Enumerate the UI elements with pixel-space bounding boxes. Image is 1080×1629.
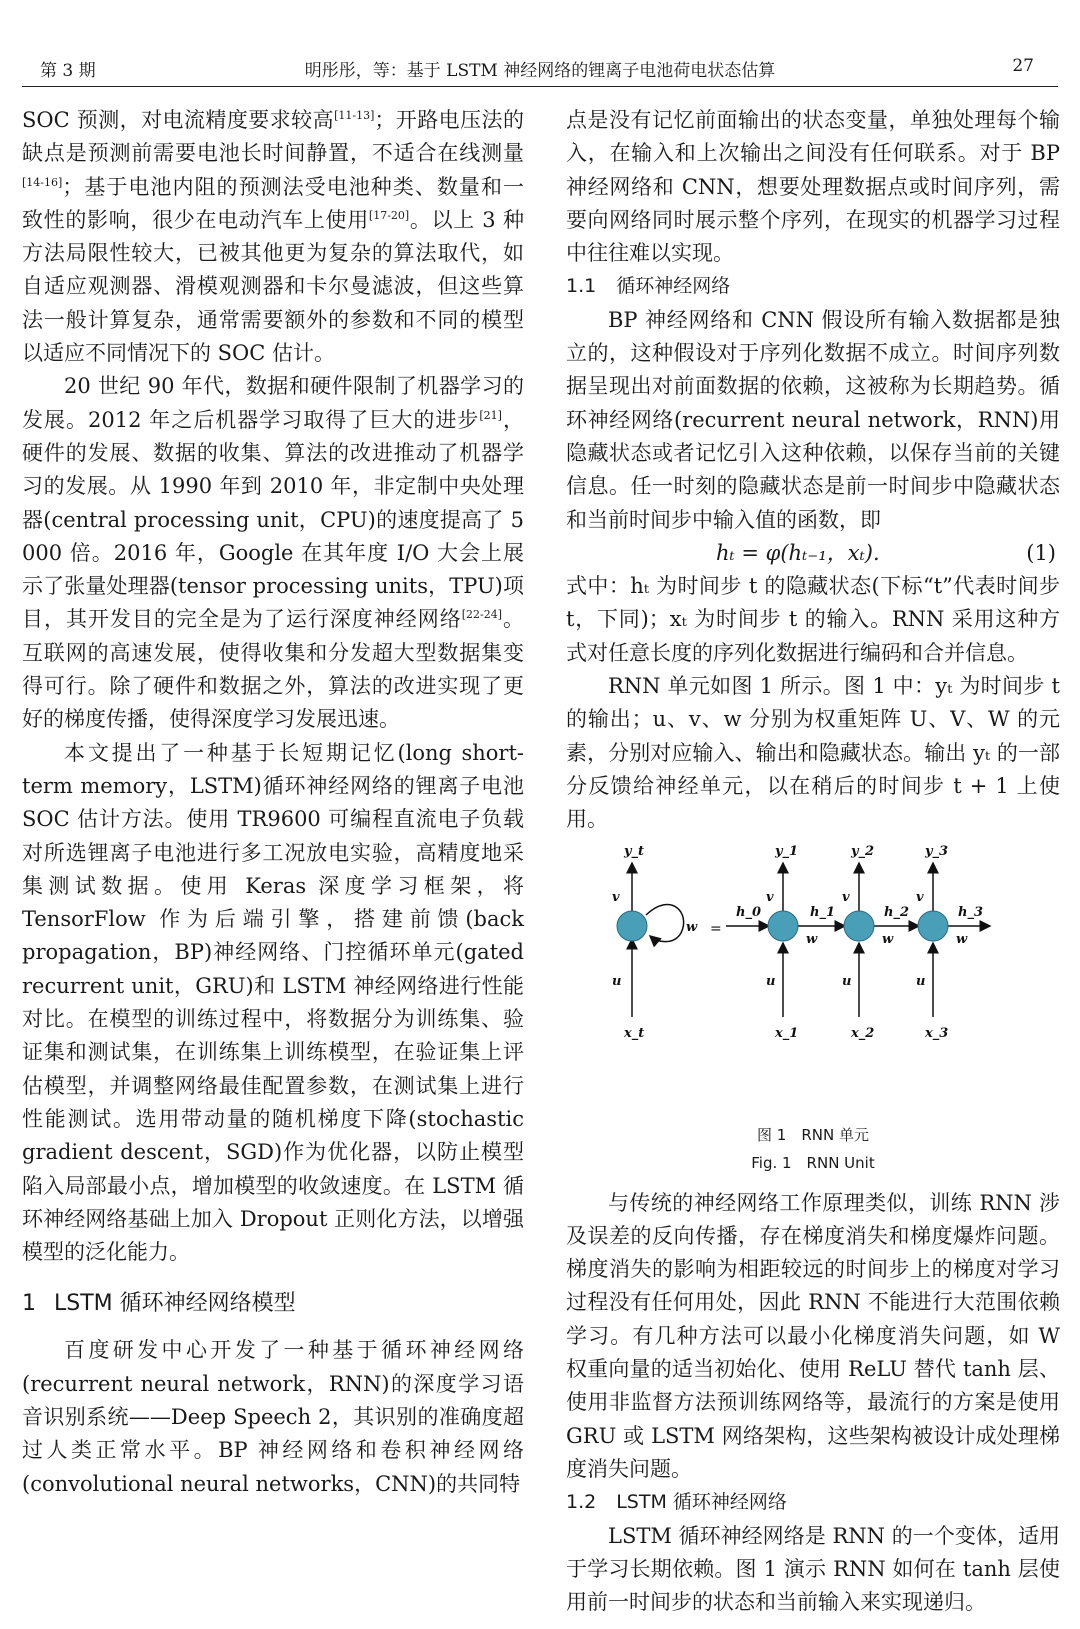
label-w1: w [806,931,818,947]
running-header [22,50,1058,87]
self-loop [646,904,684,941]
label-v2: v [842,889,850,905]
issue-number: 第 3 期 [40,61,96,81]
equation-1: hₜ = φ(hₜ₋₁，xₜ). (1) [566,537,1060,570]
paragraph: 与传统的神经网络工作原理类似，训练 RNN 涉及误差的反向传播，存在梯度消失和梯度爆炸问题。梯度消失的影响为相距较远的时间步上的梯度对学习过程没有任何用处，因此 RNN 不能进行大范围依赖学习。有几种方法可以最小化梯度消失问题，如 W 权重向量的适当初始化、使用 ReLU 替代 tanh 层、使用非监督方法预训练网络等，最流行的方案是使用 GRU 或 LSTM 网络架构，这些架构被设计成处理梯度消失问题。 [566,1190,1060,1481]
label-w: w [686,919,698,935]
paragraph: 百度研发中心开发了一种基于循环神经网络(recurrent neural network，RNN)的深度学习语音识别系统——Deep Speech 2，其识别的准确度超过人类正常水平。BP 神经网络和卷积神经网络(convolutional neural networks，CNN)的共同特 [22,1338,524,1496]
label-x1: x_1 [775,1025,799,1041]
label-v1: v [766,889,774,905]
citation[interactable]: [14-16] [22,175,63,189]
page-number: 27 [1012,56,1034,76]
label-y-t: y_t [624,843,645,859]
citation[interactable]: [11-13] [334,109,375,122]
rnn-diagram [566,841,1060,1111]
subsection-heading: 1.2 LSTM 循环神经网络 [566,1491,787,1514]
label-equals: = [710,920,722,937]
figure-1 [566,841,1060,1177]
label-h0: h_0 [736,904,761,920]
label-h3: h_3 [958,904,983,920]
label-w2: w [882,931,894,947]
rnn-cell-2 [844,911,874,941]
equation-number: (1) [1026,540,1056,565]
label-h2: h_2 [884,904,909,920]
paragraph: 20 世纪 90 年代，数据和硬件限制了机器学习的发展。2012 年之后机器学习取得了巨大的进步[21]，硬件的发展、数据的收集、算法的改进推动了机器学习的发展。从 1990 年到 2010 年，非定制中央处理器(central processing unit，CPU)的速度提高了 5 000 倍。2016 年，Google 在其年度 I/O 大会上展示了张量处理器(tensor processing units，TPU)项目，其开发目的完全是为了运行深度神经网络[22-24]。互联网的高速发展，使得收集和分发超大型数据集变得可行。除了硬件和数据之外，算法的改进实现了更好的梯度传播，使得深度学习发展迅速。 [22,374,525,732]
label-y1: y_1 [775,843,799,859]
label-u: u [612,973,622,989]
label-x2: x_2 [851,1025,875,1041]
label-x3: x_3 [925,1025,949,1041]
label-h1: h_1 [810,904,835,920]
section-heading: 1 LSTM 循环神经网络模型 [22,1291,296,1317]
paragraph: 点是没有记忆前面输出的状态变量，单独处理每个输入，在输入和上次输出之间没有任何联系。对于 BP 神经网络和 CNN，想要处理数据点或时间序列，需要向网络同时展示整个序列，在现实的机器学习过程中往往难以实现。 [566,108,1060,266]
paragraph: 本文提出了一种基于长短期记忆(long short-term memory，LSTM)循环神经网络的锂离子电池 SOC 估计方法。使用 TR9600 可编程直流电子负载对所选锂离子电池进行多工况放电实验，高精度地采集测试数据。使用 Keras 深度学习框架，将 TensorFlow 作为后端引擎，搭建前馈(back propagation，BP)神经网络、门控循环单元(gated recurrent unit，GRU)和 LSTM 神经网络进行性能对比。在模型的训练过程中，将数据分为训练集、验证集和测试集，在训练集上训练模型，在验证集上评估模型，并调整网络最佳配置参数，在测试集上进行性能测试。选用带动量的随机梯度下降(stochastic gradient descent，SGD)作为优化器，以防止模型陷入局部最小点，增加模型的收敛速度。在 LSTM 循环神经网络基础上加入 Dropout 正则化方法，以增强模型的泛化能力。 [22,740,524,1265]
label-u3: u [916,973,926,989]
label-w3: w [956,931,968,947]
label-v3: v [916,889,924,905]
paragraph: BP 神经网络和 CNN 假设所有输入数据都是独立的，这种假设对于序列化数据不成立。时间序列数据呈现出对前面数据的依赖，这被称为长期趋势。循环神经网络(recurrent neural network，RNN)用隐藏状态或者记忆引入这种依赖，以保存当前的关键信息。任一时刻的隐藏状态是前一时间步中隐藏状态和当前时间步中输入值的函数，即 [566,307,1060,532]
label-y3: y_3 [925,843,949,859]
label-u1: u [766,973,776,989]
label-v: v [612,889,620,905]
paragraph: LSTM 循环神经网络是 RNN 的一个变体，适用于学习长期依赖。图 1 演示 RNN 如何在 tanh 层使用前一时间步的状态和当前输入来实现递归。 [566,1523,1060,1615]
paragraph: SOC 预测，对电流精度要求较高[11-13]；开路电压法的缺点是预测前需要电池长时间静置，不适合在线测量[14-16]；基于电池内阻的预测法受电池种类、数量和一致性的影响，很少在电动汽车上使用[17-20]。以上 3 种方法局限性较大，已被其他更为复杂的算法取代，如自适应观测器、滑模观测器和卡尔曼滤波，但这些算法一般计算复杂，通常需要额外的参数和不同的模型以适应不同情况下的 SOC 估计。 [22,108,525,366]
rnn-cell-1 [768,911,798,941]
rnn-diagram-svg [566,841,1060,1111]
paragraph: 式中：hₜ 为时间步 t 的隐藏状态(下标“t”代表时间步 t，下同)；xₜ 为时间步 t 的输入。RNN 采用这种方式对任意长度的序列化数据进行编码和合并信息。 [566,574,1060,665]
citation[interactable]: [21] [479,408,502,422]
citation[interactable]: [17-20] [368,208,410,222]
figure-caption-en: Fig. 1 RNN Unit [751,1153,875,1172]
subsection-heading: 1.1 循环神经网络 [566,275,731,298]
left-column [22,104,524,1501]
figure-caption-cn: 图 1 RNN 单元 [757,1125,869,1144]
label-x-t: x_t [624,1025,645,1041]
running-title: 明彤彤，等：基于 LSTM 神经网络的锂离子电池荷电状态估算 [304,61,776,81]
rnn-cell-3 [918,911,948,941]
right-column [566,104,1060,1619]
label-u2: u [842,973,852,989]
paragraph: RNN 单元如图 1 所示。图 1 中：yₜ 为时间步 t 的输出；u、v、w 分别为权重矩阵 U、V、W 的元素，分别对应输入、输出和隐藏状态。输出 yₜ 的一部分反馈给神经单元，以在稍后的时间步 t + 1 上使用。 [566,674,1060,832]
citation[interactable]: [22-24] [461,608,503,622]
rnn-cell-folded [617,911,647,941]
label-y2: y_2 [851,843,875,859]
